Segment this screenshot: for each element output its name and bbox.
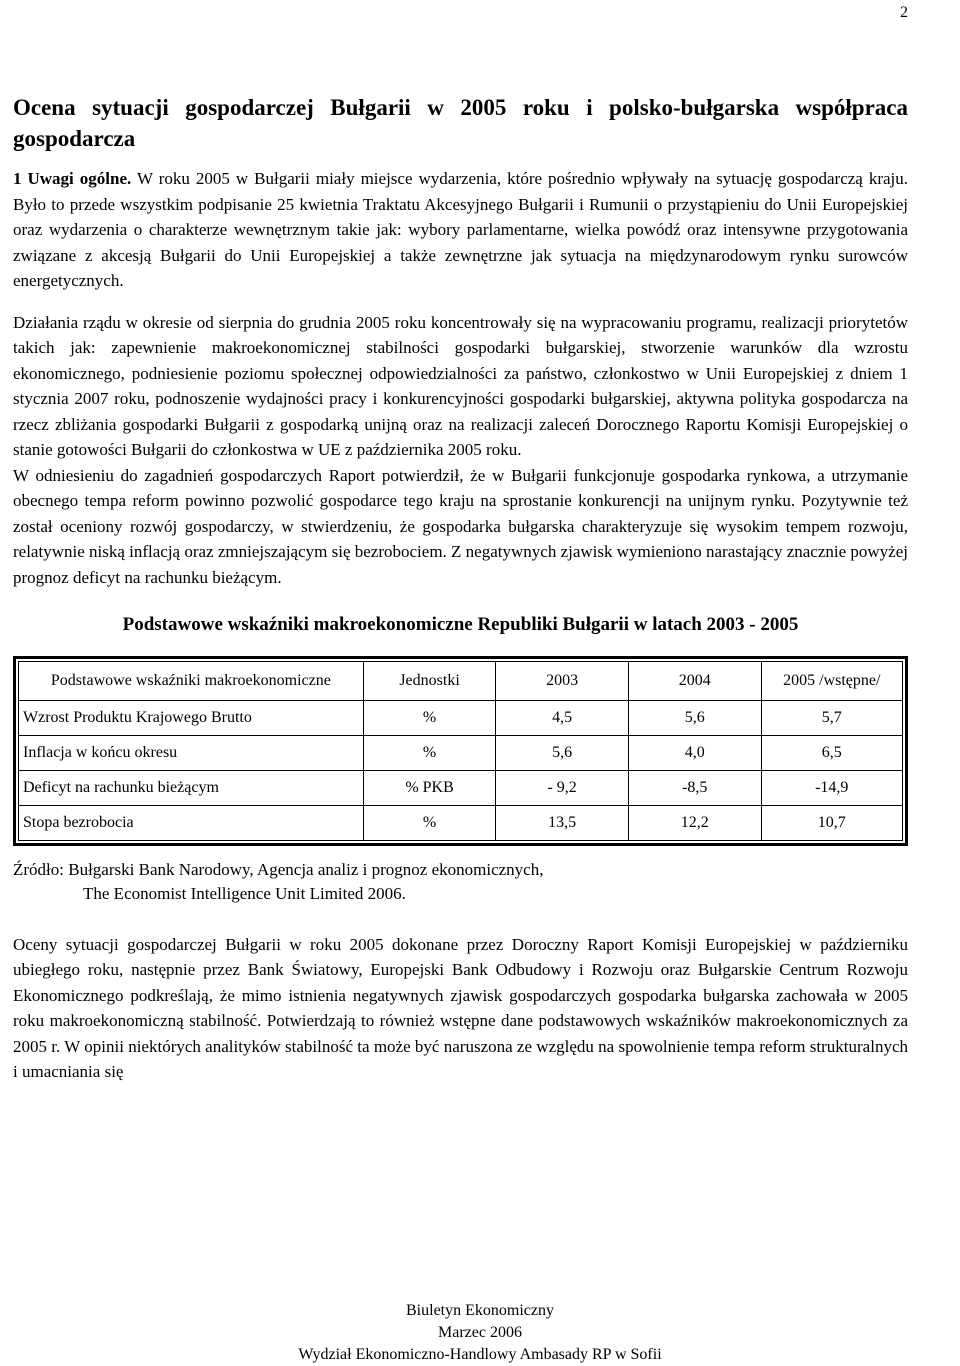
source-line-1: Źródło: Bułgarski Bank Narodowy, Agencja analiz i prognoz ekonomicznych,	[13, 859, 544, 879]
row-label: Stopa bezrobocia	[19, 805, 364, 840]
table-row	[19, 735, 903, 770]
row-value-2004: 4,0	[628, 735, 761, 770]
row-label: Deficyt na rachunku bieżącym	[19, 770, 364, 805]
header-units: Jednostki	[363, 661, 496, 700]
footer-publication: Biuletyn Ekonomiczny	[406, 1302, 554, 1319]
header-indicators: Podstawowe wskaźniki makroekonomiczne	[19, 661, 364, 700]
table-row	[19, 770, 903, 805]
paragraph-closing: Oceny sytuacji gospodarczej Bułgarii w roku 2005 dokonane przez Doroczny Raport Komisji Europejskiej w październiku ubiegłego roku, następnie przez Bank Światowy, Europejski Bank Odbudowy i Rozwoju oraz Bułgarskie Centrum Rozwoju Ekonomicznego podkreślają, że mimo istnienia negatywnych zjawisk gospodarczych gospodarka bułgarska zachowała w 2005 roku makroekonomiczną stabilność. Potwierdzają to również wstępne dane podstawowych wskaźników makroekonomicznych za 2005 r. W opinii niektórych analityków stabilność ta może być naruszona ze względu na spowolnienie tempa reform strukturalnych i umacniania się	[13, 934, 908, 1081]
row-label: Inflacja w końcu okresu	[19, 735, 364, 770]
table-title: Podstawowe wskaźniki makroekonomiczne Republiki Bułgarii w latach 2003 - 2005	[122, 614, 799, 635]
header-2005: 2005 /wstępne/	[761, 661, 902, 700]
document-body	[13, 92, 908, 1085]
row-value-2004: -8,5	[628, 770, 761, 805]
header-2004: 2004	[628, 661, 761, 700]
row-unit: %	[363, 735, 496, 770]
row-value-2005: 5,7	[761, 700, 902, 735]
section-general-remarks	[13, 166, 908, 294]
indicators-table	[18, 661, 903, 841]
table-row	[19, 805, 903, 840]
row-value-2005: 10,7	[761, 805, 902, 840]
page-number: 2	[900, 4, 908, 21]
row-value-2005: 6,5	[761, 735, 902, 770]
row-value-2003: 5,6	[496, 735, 629, 770]
paragraph-report-findings: W odniesieniu do zagadnień gospodarczych Raport potwierdził, że w Bułgarii funkcjonuje gospodarka rynkowa, a utrzymanie obecnego tempa reform powinno pozwolić gospodarce tego kraju na sprostanie konkurencji na unijnym rynku. Pozytywnie też został oceniony rozwój gospodarczy, w stwierdzeniu, że gospodarka bułgarska charakteryzuje się wysokim tempem rozwoju, relatywnie niską inflacją oraz zmniejszającym się bezrobociem. Z negatywnych zjawisk wymieniono narastający znacznie powyżej prognoz deficyt na rachunku bieżącym.	[13, 465, 908, 587]
row-value-2005: -14,9	[761, 770, 902, 805]
row-value-2003: 13,5	[496, 805, 629, 840]
table-row	[19, 700, 903, 735]
section-lead: 1 Uwagi ogólne.	[13, 169, 132, 188]
paragraph-government-actions: Działania rządu w okresie od sierpnia do grudnia 2005 roku koncentrowały się na wypracowaniu programu, realizacji priorytetów takich jak: zapewnienie makroekonomicznej stabilności gospodarki bułgarskiej, stworzenie warunków dla wzrostu ekonomicznego, podniesienie poziomu społecznej odpowiedzialności za państwo, członkostwo w Unii Europejskiej z dniem 1 stycznia 2007 roku, podnoszenie wydajności pracy i konkurencyjności gospodarki bułgarskiej, aktywna polityka gospodarcza na rzecz zbliżania gospodarki Bułgarii z gospodarką unijną oraz na realizacji zaleceń Dorocznego Raportu Komisji Europejskiej o stanie gotowości Bułgarii do członkostwa w UE z października 2005 roku.	[13, 312, 908, 459]
footer-department: Wydział Ekonomiczno-Handlowy Ambasady RP w Sofii	[298, 1346, 662, 1363]
row-unit: %	[363, 805, 496, 840]
row-value-2004: 12,2	[628, 805, 761, 840]
indicators-table-frame	[13, 656, 908, 846]
header-2003: 2003	[496, 661, 629, 700]
row-value-2003: - 9,2	[496, 770, 629, 805]
table-header-row	[19, 661, 903, 700]
row-unit: %	[363, 700, 496, 735]
section-intro-text: W roku 2005 w Bułgarii miały miejsce wydarzenia, które pośrednio wpływały na sytuację gospodarczą kraju.	[131, 169, 909, 188]
section-rest-text: Było to przede wszystkim podpisanie 25 kwietnia Traktatu Akcesyjnego Bułgarii i Rumunii o przystąpieniu do Unii Europejskiej oraz wydarzenia o charakterze wewnętrznym takie jak: wybory parlamentarne, wielka powódź oraz intensywne przygotowania związane z akcesją Bułgarii do Unii Europejskiej a także zewnętrzne jak sytuacja na międzynarodowym rynku surowców energetycznych.	[13, 194, 908, 290]
row-value-2003: 4,5	[496, 700, 629, 735]
row-label: Wzrost Produktu Krajowego Brutto	[19, 700, 364, 735]
table-source	[13, 858, 908, 906]
document-title: Ocena sytuacji gospodarczej Bułgarii w 2005 roku i polsko-bułgarska współpraca gospodarcza	[13, 95, 908, 151]
page-footer	[0, 1300, 960, 1366]
footer-date: Marzec 2006	[438, 1324, 522, 1341]
source-line-2: The Economist Intelligence Unit Limited 2006.	[83, 883, 406, 903]
row-value-2004: 5,6	[628, 700, 761, 735]
row-unit: % PKB	[363, 770, 496, 805]
